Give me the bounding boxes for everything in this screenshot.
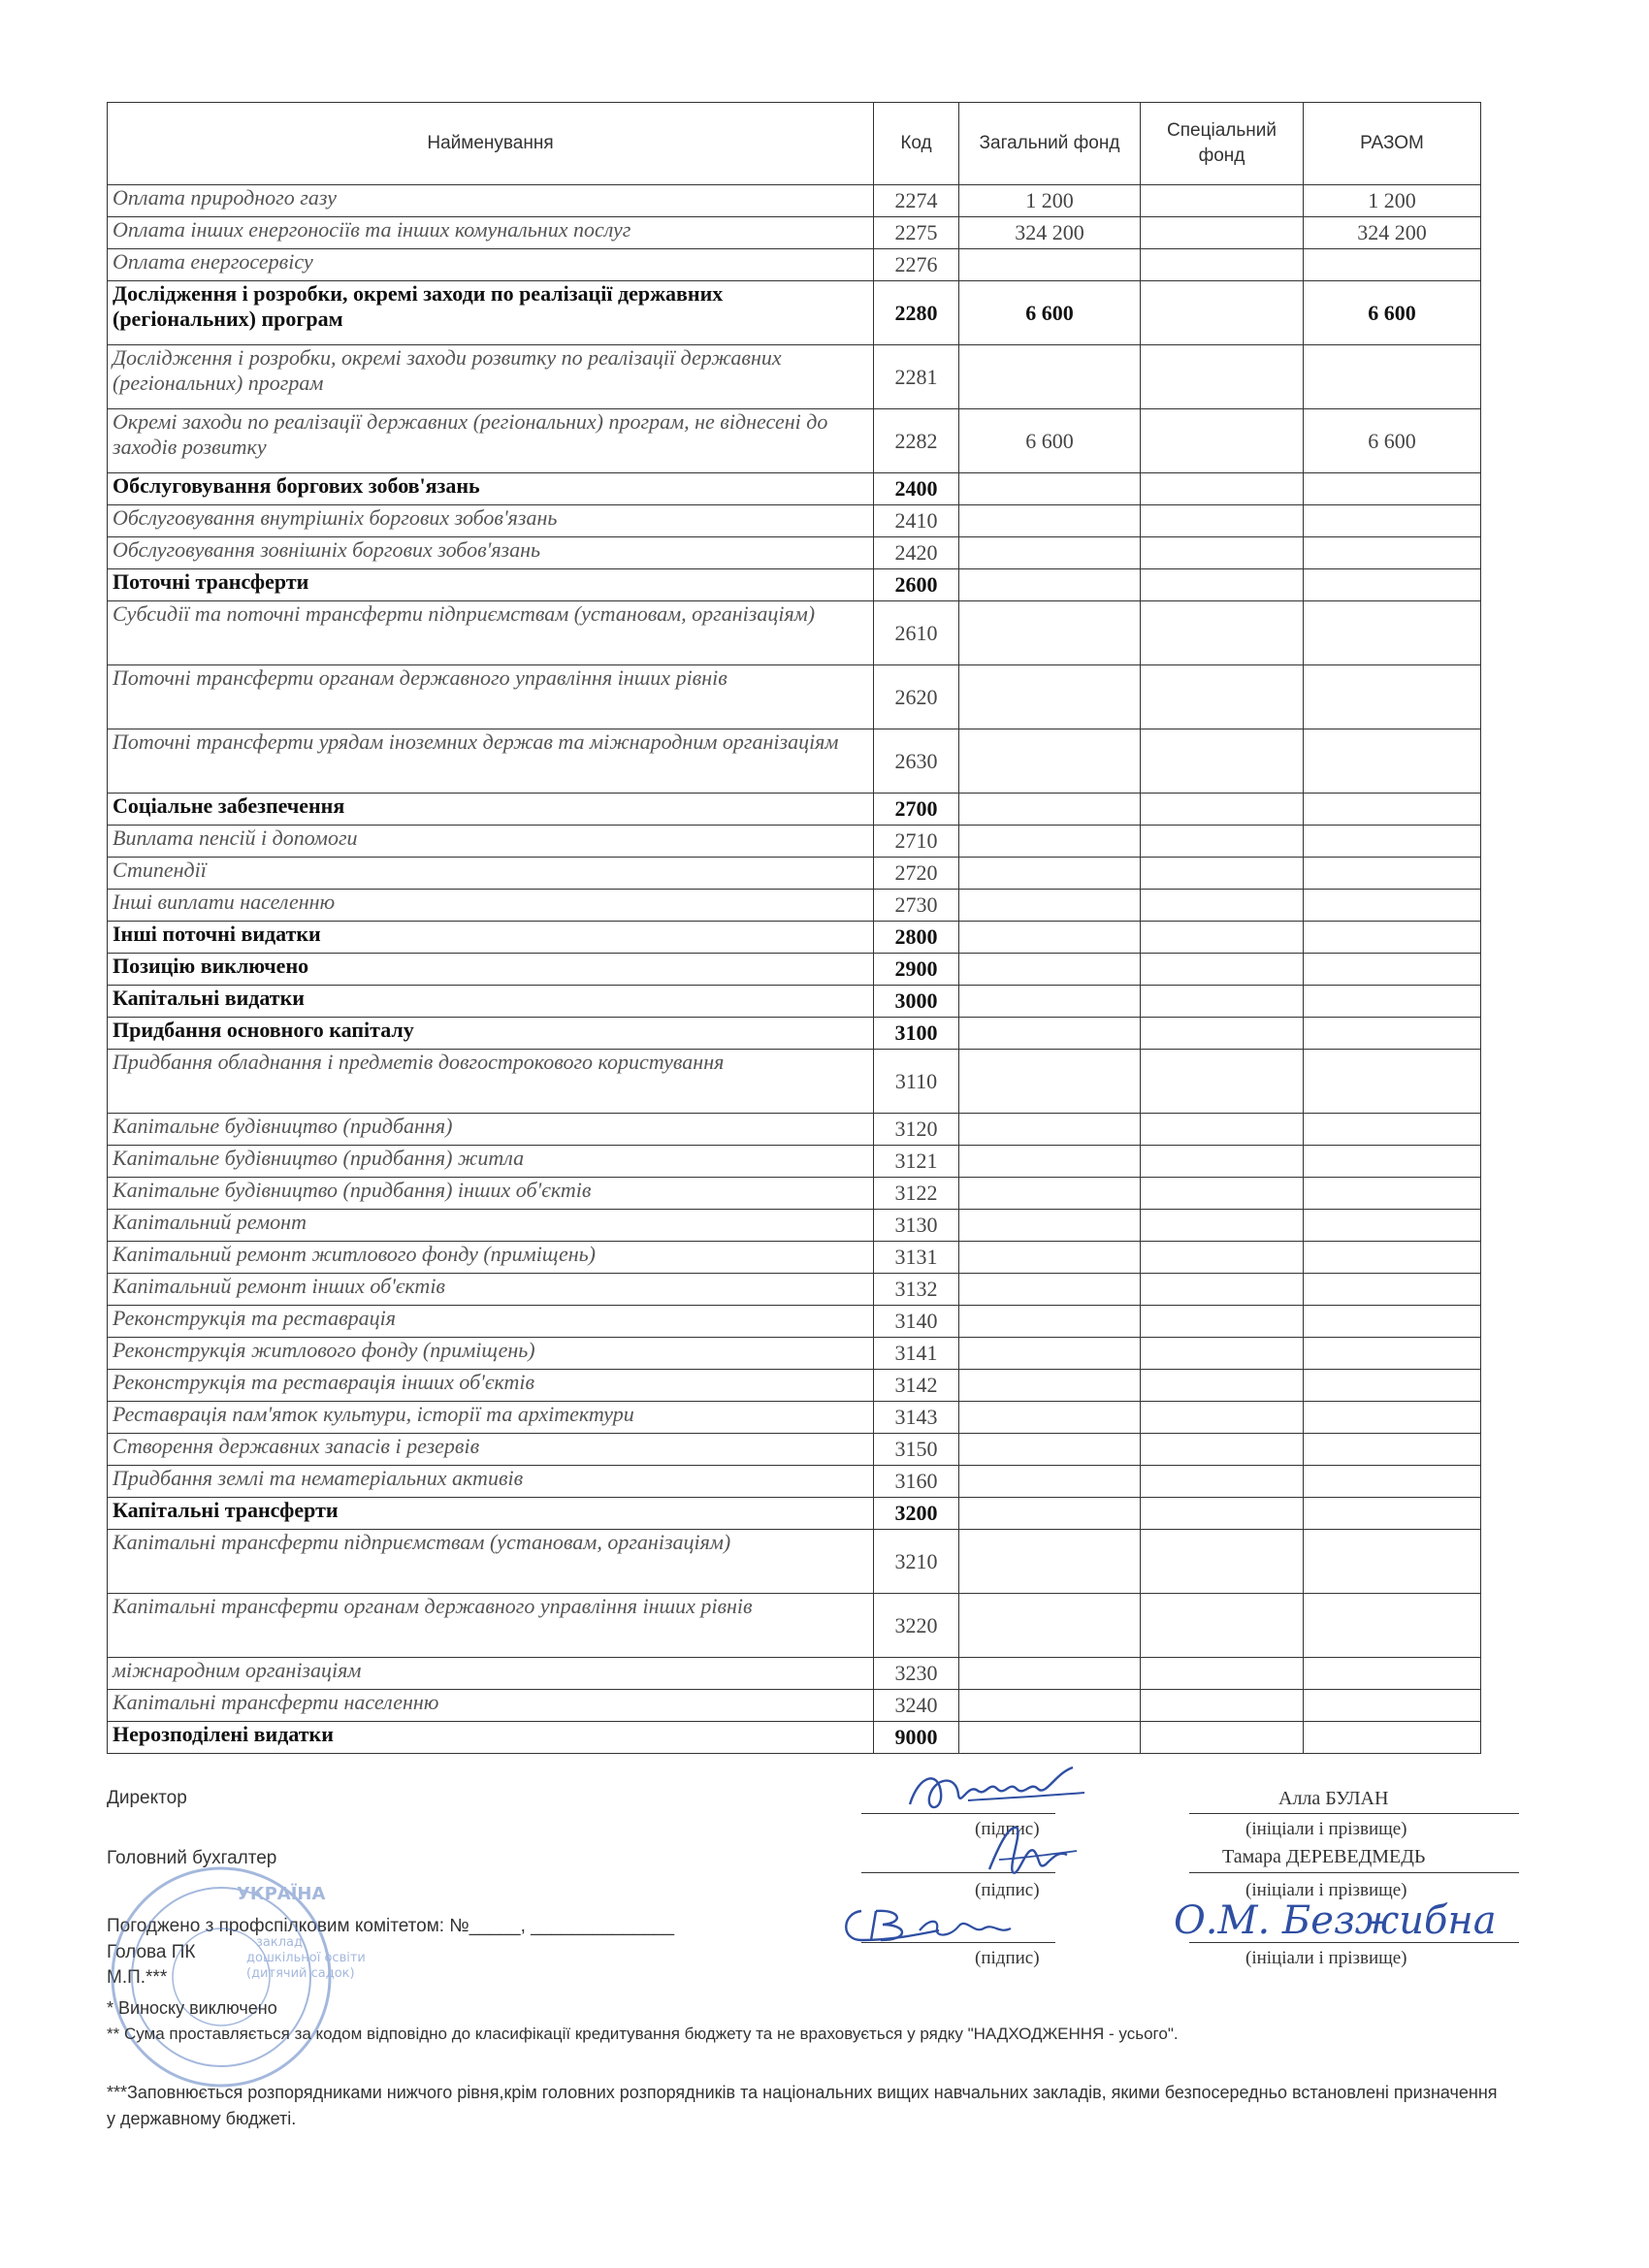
row-code: 2275 [874, 217, 959, 249]
table-row [108, 1722, 1481, 1754]
row-special-fund [1141, 217, 1304, 249]
director-label: Директор [107, 1788, 187, 1808]
row-name: Позицію виключено [108, 954, 874, 986]
stamp-line-1: заклад [256, 1935, 303, 1950]
row-code: 3122 [874, 1178, 959, 1210]
director-handwritten-signature [900, 1754, 1094, 1822]
row-code: 3131 [874, 1242, 959, 1274]
row-total [1304, 1242, 1481, 1274]
row-general-fund [959, 1690, 1141, 1722]
row-code: 2720 [874, 858, 959, 890]
table-row [108, 505, 1481, 537]
budget-expenditure-table [107, 102, 1481, 1754]
row-general-fund [959, 1178, 1141, 1210]
row-general-fund [959, 537, 1141, 569]
union-initials-caption: (ініціали і прізвище) [1245, 1948, 1407, 1968]
director-name: Алла БУЛАН [1278, 1788, 1389, 1809]
row-total [1304, 826, 1481, 858]
table-row [108, 1210, 1481, 1242]
union-agreed-label: Погоджено з профспілковим комітетом: №_____, ______________ [107, 1916, 675, 1936]
header-name: Найменування [108, 103, 874, 185]
table-row [108, 1594, 1481, 1658]
row-special-fund [1141, 185, 1304, 217]
table-row [108, 954, 1481, 986]
row-special-fund [1141, 1114, 1304, 1146]
row-total [1304, 1530, 1481, 1594]
row-general-fund [959, 1658, 1141, 1690]
row-total: 6 600 [1304, 281, 1481, 345]
row-special-fund [1141, 569, 1304, 601]
row-total [1304, 601, 1481, 665]
table-row [108, 1178, 1481, 1210]
row-name: Нерозподілені видатки [108, 1722, 874, 1754]
row-name: Субсидії та поточні трансферти підприємствам (установам, організаціям) [108, 601, 874, 665]
table-header-row [108, 103, 1481, 185]
table-row [108, 217, 1481, 249]
accountant-name-line [1189, 1872, 1519, 1873]
row-code: 3132 [874, 1274, 959, 1306]
table-row [108, 473, 1481, 505]
table-row [108, 1114, 1481, 1146]
row-general-fund [959, 1210, 1141, 1242]
table-row [108, 569, 1481, 601]
row-name: Обслуговування зовнішніх боргових зобов'язань [108, 537, 874, 569]
accountant-handwritten-signature [970, 1816, 1086, 1884]
row-code: 3200 [874, 1498, 959, 1530]
table-row [108, 1018, 1481, 1050]
row-name: Придбання обладнання і предметів довгострокового користування [108, 1050, 874, 1114]
row-general-fund [959, 345, 1141, 409]
row-total [1304, 1018, 1481, 1050]
table-row [108, 794, 1481, 826]
row-general-fund [959, 1050, 1141, 1114]
row-general-fund [959, 954, 1141, 986]
row-general-fund: 1 200 [959, 185, 1141, 217]
table-body [108, 185, 1481, 1754]
row-total [1304, 729, 1481, 794]
row-total [1304, 1402, 1481, 1434]
row-special-fund [1141, 601, 1304, 665]
chief-accountant-label: Головний бухгалтер [107, 1848, 277, 1868]
row-special-fund [1141, 922, 1304, 954]
table-row [108, 345, 1481, 409]
row-general-fund [959, 601, 1141, 665]
row-code: 3000 [874, 986, 959, 1018]
director-signature-caption: (підпис) [975, 1819, 1040, 1839]
row-name: Окремі заходи по реалізації державних (регіональних) програм, не віднесені до заходів розвитку [108, 409, 874, 473]
row-special-fund [1141, 665, 1304, 729]
row-total [1304, 1434, 1481, 1466]
header-general-fund: Загальний фонд [959, 103, 1141, 185]
table-row [108, 986, 1481, 1018]
row-special-fund [1141, 1658, 1304, 1690]
row-general-fund [959, 986, 1141, 1018]
table-row [108, 1434, 1481, 1466]
row-general-fund: 324 200 [959, 217, 1141, 249]
row-code: 3130 [874, 1210, 959, 1242]
table-row [108, 826, 1481, 858]
row-total [1304, 1210, 1481, 1242]
row-code: 3150 [874, 1434, 959, 1466]
table-row [108, 601, 1481, 665]
table-row [108, 890, 1481, 922]
row-code: 3210 [874, 1530, 959, 1594]
row-total [1304, 794, 1481, 826]
round-stamp [85, 1861, 366, 2093]
row-special-fund [1141, 1050, 1304, 1114]
row-total [1304, 1050, 1481, 1114]
row-total: 6 600 [1304, 409, 1481, 473]
row-special-fund [1141, 1242, 1304, 1274]
row-total [1304, 345, 1481, 409]
row-code: 9000 [874, 1722, 959, 1754]
row-special-fund [1141, 1306, 1304, 1338]
row-general-fund [959, 473, 1141, 505]
row-general-fund [959, 1402, 1141, 1434]
row-special-fund [1141, 1690, 1304, 1722]
row-code: 3120 [874, 1114, 959, 1146]
row-total [1304, 1498, 1481, 1530]
row-special-fund [1141, 1530, 1304, 1594]
row-code: 2400 [874, 473, 959, 505]
row-code: 2280 [874, 281, 959, 345]
row-special-fund [1141, 1178, 1304, 1210]
row-total [1304, 1306, 1481, 1338]
row-code: 3142 [874, 1370, 959, 1402]
row-general-fund [959, 1146, 1141, 1178]
header-special-fund: Спеціальний фонд [1141, 103, 1304, 185]
row-special-fund [1141, 409, 1304, 473]
row-special-fund [1141, 1402, 1304, 1434]
row-general-fund [959, 1722, 1141, 1754]
row-total [1304, 1274, 1481, 1306]
row-name: Поточні трансферти органам державного управління інших рівнів [108, 665, 874, 729]
row-general-fund [959, 1338, 1141, 1370]
row-special-fund [1141, 858, 1304, 890]
row-name: Створення державних запасів і резервів [108, 1434, 874, 1466]
row-name: Капітальний ремонт [108, 1210, 874, 1242]
row-total [1304, 1178, 1481, 1210]
row-special-fund [1141, 1018, 1304, 1050]
row-name: Обслуговування боргових зобов'язань [108, 473, 874, 505]
row-total [1304, 1370, 1481, 1402]
stamp-top-text: УКРАЇНА [237, 1884, 326, 1904]
row-code: 3140 [874, 1306, 959, 1338]
row-code: 2630 [874, 729, 959, 794]
row-name: Реконструкція житлового фонду (приміщень) [108, 1338, 874, 1370]
row-general-fund [959, 1114, 1141, 1146]
row-total [1304, 1466, 1481, 1498]
row-name: Реставрація пам'яток культури, історії та архітектури [108, 1402, 874, 1434]
row-name: Соціальне забезпечення [108, 794, 874, 826]
row-general-fund [959, 1530, 1141, 1594]
row-special-fund [1141, 1370, 1304, 1402]
union-head-label: Голова ПК [107, 1942, 196, 1962]
row-total [1304, 569, 1481, 601]
union-head-handwritten-signature [832, 1892, 1065, 1960]
row-code: 3141 [874, 1338, 959, 1370]
stamp-placeholder-label: М.П.*** [107, 1967, 168, 1988]
row-general-fund [959, 665, 1141, 729]
row-special-fund [1141, 954, 1304, 986]
row-special-fund [1141, 986, 1304, 1018]
row-general-fund [959, 794, 1141, 826]
row-name: Капітальне будівництво (придбання) [108, 1114, 874, 1146]
row-name: Виплата пенсій і допомоги [108, 826, 874, 858]
row-code: 2610 [874, 601, 959, 665]
row-total [1304, 890, 1481, 922]
row-total [1304, 922, 1481, 954]
stamp-line-3: (дитячий садок) [246, 1966, 355, 1981]
row-special-fund [1141, 1722, 1304, 1754]
row-name: Реконструкція та реставрація [108, 1306, 874, 1338]
table-row [108, 281, 1481, 345]
row-total: 324 200 [1304, 217, 1481, 249]
row-special-fund [1141, 794, 1304, 826]
row-name: Придбання основного капіталу [108, 1018, 874, 1050]
row-name: Інші поточні видатки [108, 922, 874, 954]
row-name: Оплата природного газу [108, 185, 874, 217]
table-row [108, 1274, 1481, 1306]
table-row [108, 1498, 1481, 1530]
row-code: 2281 [874, 345, 959, 409]
chief-accountant-name: Тамара ДЕРЕВЕДМЕДЬ [1222, 1846, 1426, 1867]
header-total: РАЗОМ [1304, 103, 1481, 185]
table-row [108, 858, 1481, 890]
header-code: Код [874, 103, 959, 185]
row-general-fund [959, 1306, 1141, 1338]
row-name: Капітальне будівництво (придбання) житла [108, 1146, 874, 1178]
row-name: Інші виплати населенню [108, 890, 874, 922]
union-signature-caption: (підпис) [975, 1948, 1040, 1968]
table-row [108, 1530, 1481, 1594]
row-code: 3160 [874, 1466, 959, 1498]
row-total [1304, 249, 1481, 281]
table-row [108, 1658, 1481, 1690]
row-code: 3121 [874, 1146, 959, 1178]
table-row [108, 1050, 1481, 1114]
union-head-handwritten-name [1174, 1890, 1533, 1948]
row-special-fund [1141, 1466, 1304, 1498]
row-general-fund [959, 569, 1141, 601]
row-total [1304, 665, 1481, 729]
footnote-2: ** Сума проставляється за кодом відповідно до класифікації кредитування бюджету та не враховується у рядку "НАДХОДЖЕННЯ - усього". [107, 2025, 1179, 2043]
table-row [108, 1402, 1481, 1434]
row-general-fund [959, 1498, 1141, 1530]
table-row [108, 409, 1481, 473]
row-name: Обслуговування внутрішніх боргових зобов'язань [108, 505, 874, 537]
row-general-fund [959, 826, 1141, 858]
table-row [108, 665, 1481, 729]
row-code: 2276 [874, 249, 959, 281]
row-special-fund [1141, 1274, 1304, 1306]
row-total [1304, 986, 1481, 1018]
row-name: Капітальні трансферти населенню [108, 1690, 874, 1722]
row-total [1304, 858, 1481, 890]
row-name: Капітальні видатки [108, 986, 874, 1018]
row-general-fund [959, 1274, 1141, 1306]
row-special-fund [1141, 1434, 1304, 1466]
table-row [108, 537, 1481, 569]
row-general-fund [959, 729, 1141, 794]
row-total: 1 200 [1304, 185, 1481, 217]
row-general-fund [959, 1466, 1141, 1498]
row-total [1304, 954, 1481, 986]
row-general-fund: 6 600 [959, 409, 1141, 473]
row-total [1304, 1146, 1481, 1178]
row-special-fund [1141, 345, 1304, 409]
row-code: 3240 [874, 1690, 959, 1722]
row-special-fund [1141, 281, 1304, 345]
row-name: Поточні трансферти урядам іноземних держав та міжнародним організаціям [108, 729, 874, 794]
row-name: Капітальні трансферти підприємствам (установам, організаціям) [108, 1530, 874, 1594]
row-total [1304, 505, 1481, 537]
row-code: 2700 [874, 794, 959, 826]
stamp-line-2: дошкільної освіти [246, 1951, 366, 1965]
row-special-fund [1141, 826, 1304, 858]
row-code: 3230 [874, 1658, 959, 1690]
footnote-1: * Виноску виключено [107, 1998, 277, 2018]
accountant-signature-caption: (підпис) [975, 1880, 1040, 1900]
row-total [1304, 1338, 1481, 1370]
row-special-fund [1141, 505, 1304, 537]
row-code: 3100 [874, 1018, 959, 1050]
table-row [108, 1466, 1481, 1498]
row-code: 2410 [874, 505, 959, 537]
row-code: 2600 [874, 569, 959, 601]
row-general-fund [959, 505, 1141, 537]
row-name: Дослідження і розробки, окремі заходи розвитку по реалізації державних (регіональних) програм [108, 345, 874, 409]
row-total [1304, 1594, 1481, 1658]
row-code: 2282 [874, 409, 959, 473]
table-row [108, 185, 1481, 217]
row-name: Оплата інших енергоносіїв та інших комунальних послуг [108, 217, 874, 249]
row-name: Капітальний ремонт житлового фонду (приміщень) [108, 1242, 874, 1274]
row-name: Капітальні трансферти [108, 1498, 874, 1530]
row-name: Оплата енергосервісу [108, 249, 874, 281]
table-row [108, 249, 1481, 281]
row-name: Капітальні трансферти органам державного управління інших рівнів [108, 1594, 874, 1658]
row-code: 2620 [874, 665, 959, 729]
row-name: Реконструкція та реставрація інших об'єктів [108, 1370, 874, 1402]
row-special-fund [1141, 1338, 1304, 1370]
row-general-fund [959, 1018, 1141, 1050]
row-general-fund [959, 1370, 1141, 1402]
row-name: Поточні трансферти [108, 569, 874, 601]
row-special-fund [1141, 1498, 1304, 1530]
row-general-fund [959, 890, 1141, 922]
row-code: 2710 [874, 826, 959, 858]
row-total [1304, 1114, 1481, 1146]
table-row [108, 1690, 1481, 1722]
row-general-fund [959, 249, 1141, 281]
accountant-initials-caption: (ініціали і прізвище) [1245, 1880, 1407, 1900]
footnote-3: ***Заповнюється розпорядниками нижчого рівня,крім головних розпорядників та національних вищих навчальних закладів, якими безпосередньо встановлені призначення у державному бюджеті. [107, 2083, 1498, 2128]
row-code: 3220 [874, 1594, 959, 1658]
row-general-fund [959, 922, 1141, 954]
row-total [1304, 537, 1481, 569]
row-special-fund [1141, 537, 1304, 569]
row-general-fund: 6 600 [959, 281, 1141, 345]
row-special-fund [1141, 890, 1304, 922]
row-general-fund [959, 1434, 1141, 1466]
row-name: Стипендії [108, 858, 874, 890]
row-name: Капітальне будівництво (придбання) інших об'єктів [108, 1178, 874, 1210]
row-code: 2420 [874, 537, 959, 569]
row-code: 2900 [874, 954, 959, 986]
row-name: Капітальний ремонт інших об'єктів [108, 1274, 874, 1306]
row-name: міжнародним організаціям [108, 1658, 874, 1690]
row-total [1304, 1722, 1481, 1754]
table-row [108, 1370, 1481, 1402]
row-special-fund [1141, 729, 1304, 794]
row-total [1304, 473, 1481, 505]
row-code: 2800 [874, 922, 959, 954]
row-special-fund [1141, 249, 1304, 281]
row-general-fund [959, 1242, 1141, 1274]
row-special-fund [1141, 1594, 1304, 1658]
row-special-fund [1141, 1210, 1304, 1242]
director-initials-caption: (ініціали і прізвище) [1245, 1819, 1407, 1839]
row-code: 2274 [874, 185, 959, 217]
row-total [1304, 1658, 1481, 1690]
director-name-line [1189, 1813, 1519, 1814]
table-row [108, 922, 1481, 954]
table-row [108, 1306, 1481, 1338]
table-row [108, 1146, 1481, 1178]
row-general-fund [959, 1594, 1141, 1658]
row-code: 3143 [874, 1402, 959, 1434]
table-row [108, 729, 1481, 794]
row-code: 3110 [874, 1050, 959, 1114]
row-special-fund [1141, 473, 1304, 505]
row-special-fund [1141, 1146, 1304, 1178]
row-name: Придбання землі та нематеріальних активів [108, 1466, 874, 1498]
table-row [108, 1338, 1481, 1370]
handwritten-name-text: О.М. Безжибна [1174, 1898, 1497, 1943]
table-row [108, 1242, 1481, 1274]
row-code: 2730 [874, 890, 959, 922]
row-total [1304, 1690, 1481, 1722]
row-name: Дослідження і розробки, окремі заходи по реалізації державних (регіональних) програм [108, 281, 874, 345]
row-general-fund [959, 858, 1141, 890]
